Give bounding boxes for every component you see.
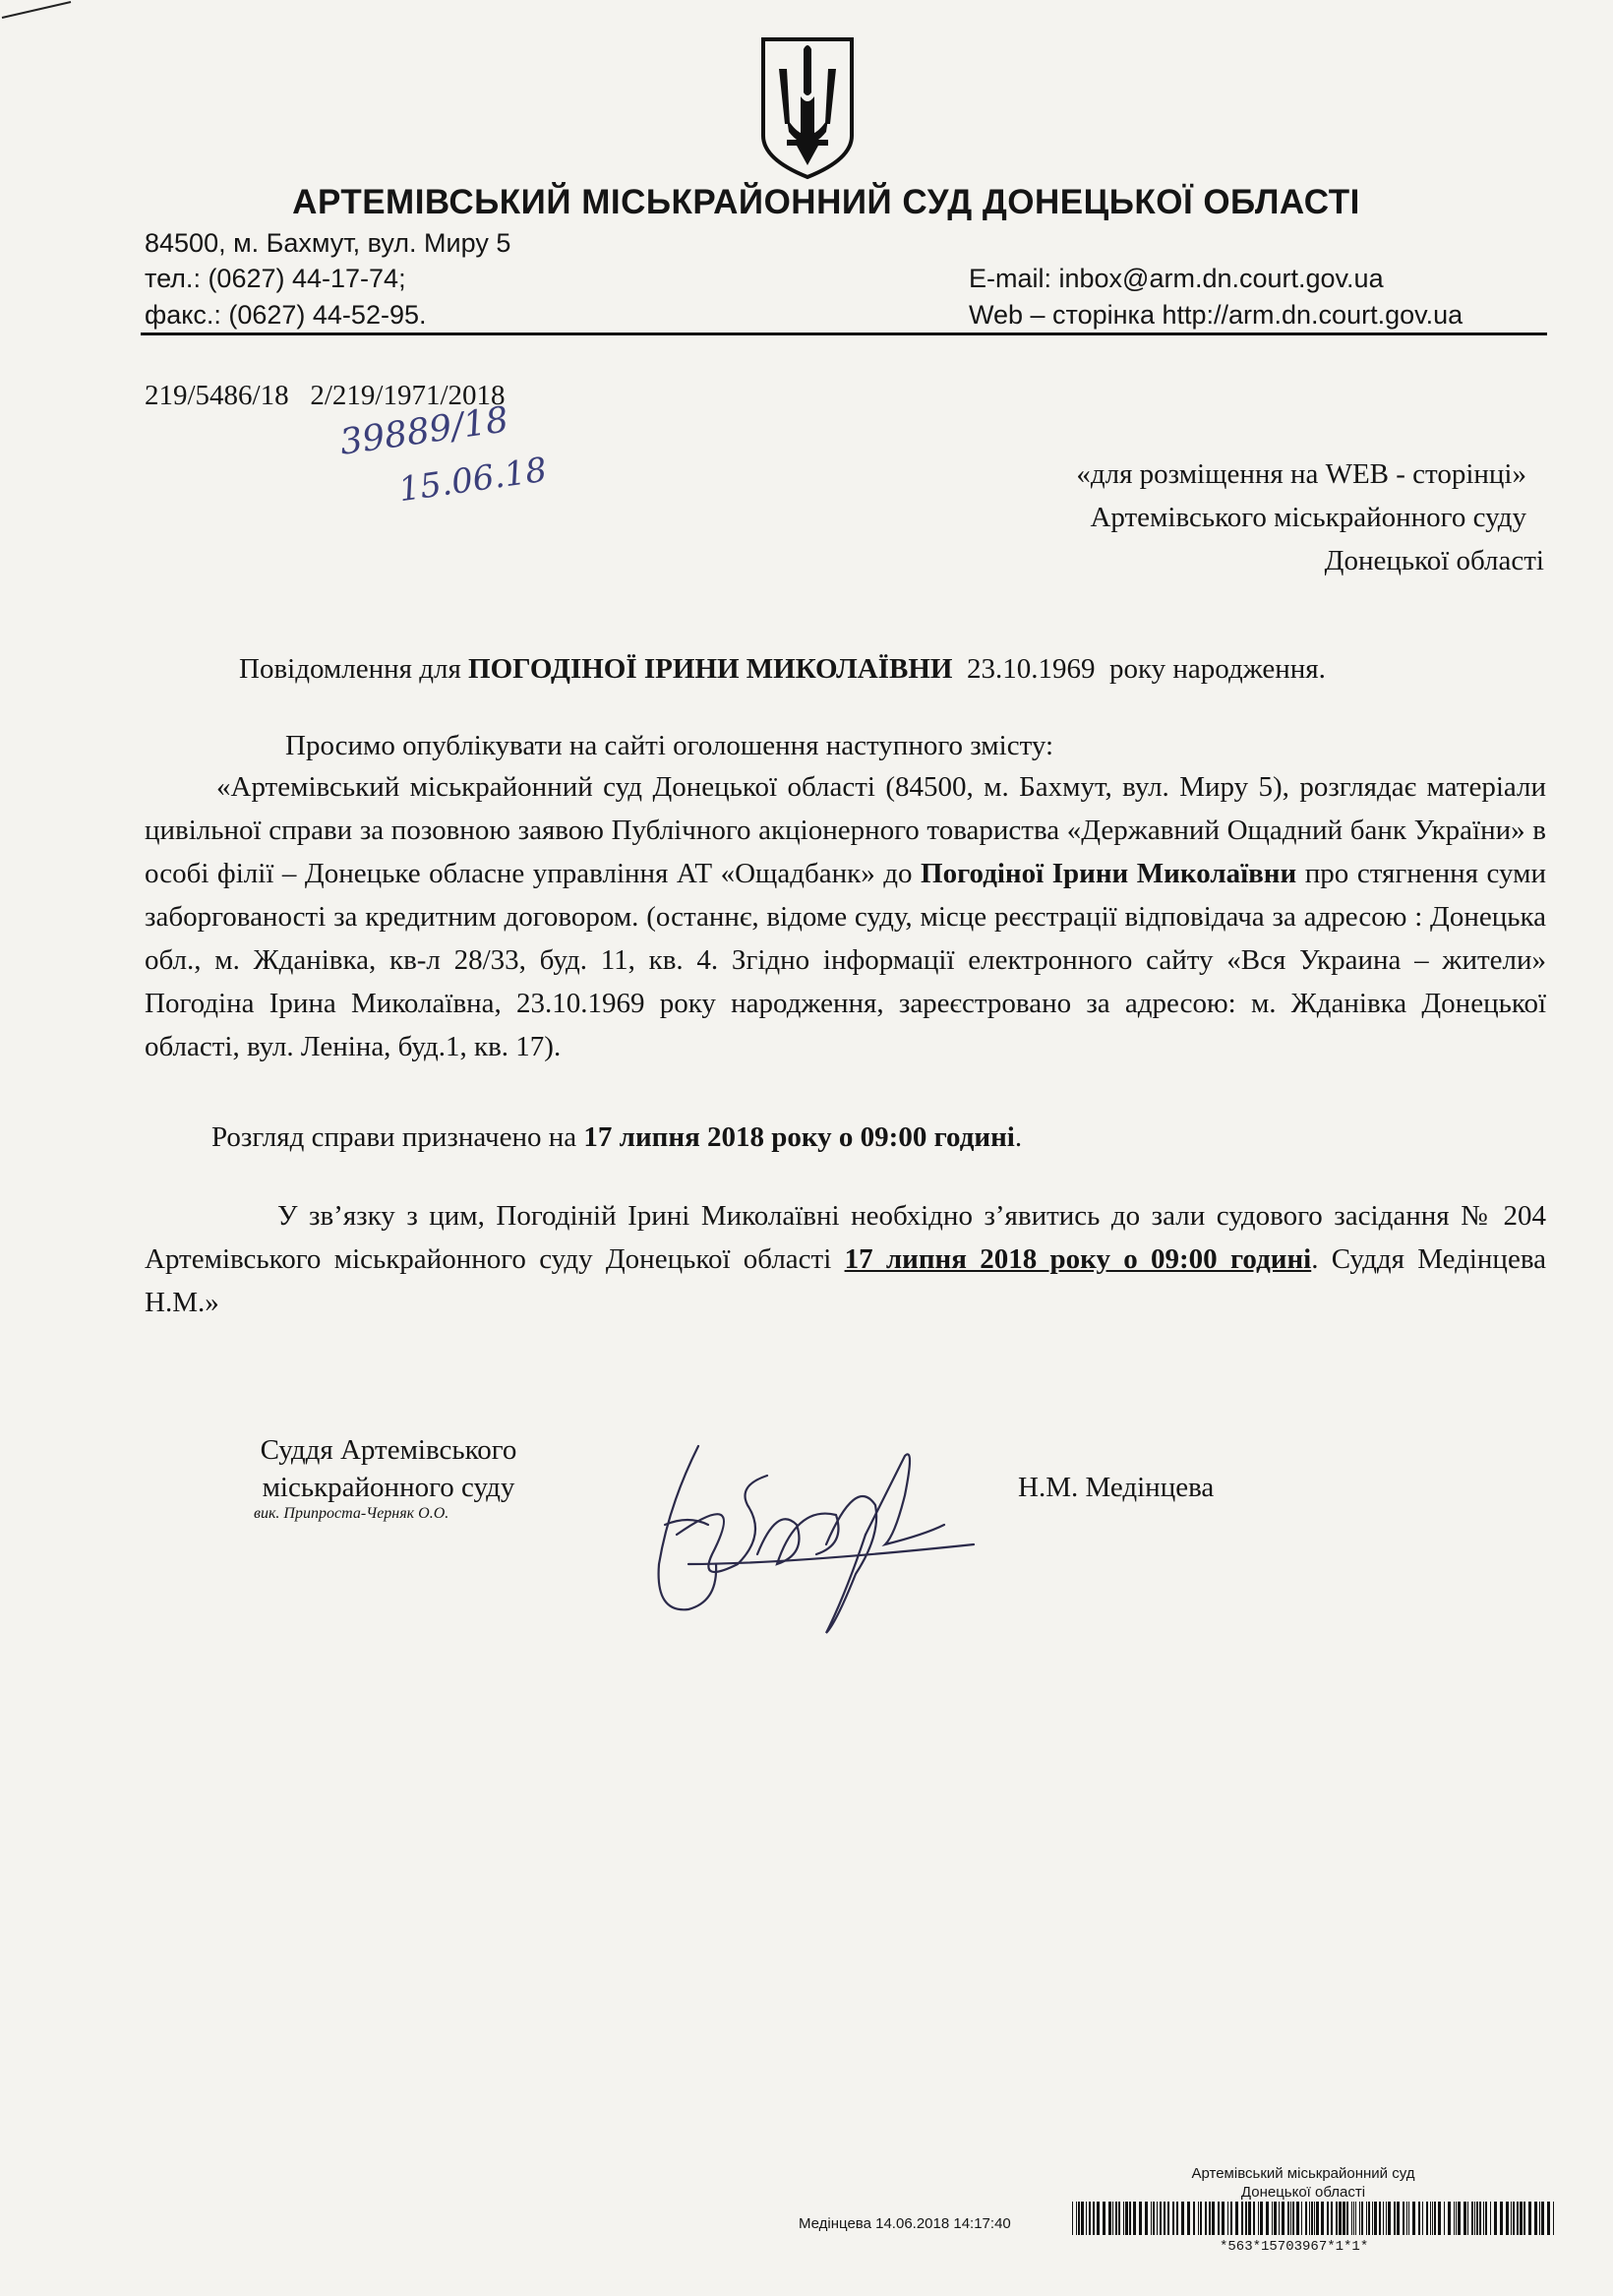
- barcode-bar: [1383, 2202, 1384, 2235]
- handwritten-date: 15.06.18: [395, 450, 550, 511]
- notice-prefix: Повідомлення для: [239, 653, 469, 685]
- barcode-bar: [1272, 2202, 1273, 2235]
- barcode-bar: [1118, 2202, 1120, 2235]
- barcode-bar: [1260, 2202, 1263, 2235]
- barcode-bar: [1464, 2202, 1466, 2235]
- barcode-bar: [1339, 2202, 1342, 2235]
- court-website: Web – сторінка http://arm.dn.court.gov.ua: [969, 300, 1464, 330]
- barcode-bar: [1467, 2202, 1468, 2235]
- hearing-date-paragraph: [211, 1116, 1022, 1159]
- judge-title: [197, 1428, 580, 1509]
- barcode-bar: [1321, 2202, 1324, 2235]
- summons-hearing-date: 17 липня 2018 року о 09:00 годині: [844, 1243, 1312, 1275]
- barcode-bar: [1301, 2202, 1302, 2235]
- barcode-bar: [1432, 2202, 1433, 2235]
- barcode-bar: [1311, 2202, 1313, 2235]
- barcode-bar: [1097, 2202, 1100, 2235]
- barcode-bar: [1353, 2202, 1354, 2235]
- barcode-bar: [1274, 2202, 1277, 2235]
- barcode-bar: [1426, 2202, 1428, 2235]
- handwritten-signature: [629, 1417, 984, 1653]
- addressee-line-3: Донецької області: [1324, 545, 1544, 576]
- barcode-bar: [1448, 2202, 1451, 2235]
- barcode-bar: [1198, 2202, 1199, 2235]
- summons-paragraph: [145, 1194, 1546, 1324]
- registry-court-line-1: Артемівський міськрайонний суд: [1191, 2165, 1415, 2182]
- handwritten-registration-number: 39889/18: [336, 399, 511, 463]
- barcode-bar: [1145, 2202, 1148, 2235]
- addressee-line-1: «для розміщення на WEB - сторінці»: [1076, 458, 1526, 490]
- claim-paragraph: [145, 765, 1546, 1068]
- barcode-bar: [1374, 2202, 1377, 2235]
- barcode-bar: [1327, 2202, 1329, 2235]
- barcode-bar: [1200, 2202, 1202, 2235]
- barcode-bar: [1305, 2202, 1307, 2235]
- barcode-bar: [1222, 2202, 1225, 2235]
- barcode-bar: [1406, 2202, 1407, 2235]
- notice-heading: [239, 647, 1326, 691]
- barcode-bar: [1282, 2202, 1284, 2235]
- barcode-bar: [1430, 2202, 1431, 2235]
- barcode-bar: [1076, 2202, 1077, 2235]
- notice-birthdate: 23.10.1969 року народження.: [952, 653, 1326, 685]
- barcode-bar: [1547, 2202, 1550, 2235]
- registry-court-label: [1131, 2164, 1475, 2202]
- barcode-bar: [1287, 2202, 1289, 2235]
- barcode-bar: [1181, 2202, 1184, 2235]
- barcode-bar: [1355, 2202, 1356, 2235]
- judge-title-line-1: Суддя Артемівського: [260, 1434, 517, 1466]
- barcode-bar: [1483, 2202, 1484, 2235]
- barcode-bar: [1230, 2202, 1232, 2235]
- barcode-bar: [1506, 2202, 1509, 2235]
- barcode-bar: [1133, 2202, 1136, 2235]
- header-divider: [141, 332, 1547, 335]
- barcode-bar: [1248, 2202, 1251, 2235]
- barcode-bar: [1336, 2202, 1338, 2235]
- barcode-bar: [1494, 2202, 1497, 2235]
- barcode-bar: [1157, 2202, 1158, 2235]
- barcode-bar: [1212, 2202, 1215, 2235]
- barcode-bar: [1500, 2202, 1503, 2235]
- notice-person-name: ПОГОДІНОЇ ІРИНИ МИКОЛАЇВНИ: [468, 653, 953, 685]
- barcode-bar: [1253, 2202, 1255, 2235]
- registry-stamp: Медінцева 14.06.2018 14:17:40: [799, 2215, 1011, 2232]
- barcode-bar: [1296, 2202, 1299, 2235]
- barcode-bar: [1412, 2202, 1415, 2235]
- barcode-bar: [1314, 2202, 1315, 2235]
- barcode-bar: [1388, 2202, 1391, 2235]
- barcode-bar: [1408, 2202, 1409, 2235]
- barcode-bar: [1394, 2202, 1396, 2235]
- barcode-bar: [1108, 2202, 1111, 2235]
- barcode-bar: [1471, 2202, 1473, 2235]
- barcode-bar: [1078, 2202, 1080, 2235]
- hearing-date: 17 липня 2018 року о 09:00 годині: [583, 1121, 1015, 1153]
- barcode-bar: [1485, 2202, 1487, 2235]
- barcode-bar: [1153, 2202, 1155, 2235]
- barcode-bar: [1476, 2202, 1478, 2235]
- claim-text-end: про стягнення суми заборгованості за кредитним договором. (останнє, відоме суду, місце реєстрації відповідача за адресою : Донецька обл., м. Жданівка, кв-л 28/33, буд. 11, кв. 4. Згідно інформації електронного сайту «Вся Украина – жители» Погодіна Ірина Миколаївна, 23.10.1969 року народження, зареєстровано за адресою: м. Жданівка Донецької області, вул. Леніна, буд.1, кв. 17).: [145, 858, 1546, 1062]
- executor-note: вик. Припроста-Черняк О.О.: [254, 1505, 449, 1522]
- barcode-bar: [1241, 2202, 1243, 2235]
- barcode-bar: [1386, 2202, 1387, 2235]
- barcode-bar: [1160, 2202, 1162, 2235]
- barcode-bar: [1205, 2202, 1207, 2235]
- court-email: E-mail: inbox@arm.dn.court.gov.ua: [969, 264, 1384, 293]
- publication-request: Просимо опублікувати на сайті оголошення наступного змісту:: [285, 730, 1054, 761]
- scan-mark: [0, 0, 79, 20]
- barcode-bar: [1331, 2202, 1333, 2235]
- hearing-text-start: Розгляд справи призначено на: [211, 1121, 584, 1153]
- barcode-bar: [1187, 2202, 1190, 2235]
- barcode-bar: [1379, 2202, 1381, 2235]
- barcode-bar: [1541, 2202, 1544, 2235]
- barcode-bar: [1072, 2202, 1073, 2235]
- addressee-block: [846, 453, 1544, 582]
- barcode-bar: [1266, 2202, 1269, 2235]
- barcode-text: *563*15703967*1*1*: [1220, 2239, 1369, 2255]
- barcode-bar: [1115, 2202, 1117, 2235]
- barcode-bar: [1218, 2202, 1220, 2235]
- barcode-bar: [1511, 2202, 1512, 2235]
- barcode-bar: [1167, 2202, 1169, 2235]
- barcode-bar: [1245, 2202, 1247, 2235]
- barcode-bar: [1081, 2202, 1084, 2235]
- barcode-bar: [1418, 2202, 1420, 2235]
- case-numbers: 219/5486/18 2/219/1971/2018: [145, 380, 506, 411]
- barcode-bar: [1125, 2202, 1128, 2235]
- signer-name: Н.М. Медінцева: [1018, 1472, 1215, 1503]
- barcode-bar: [1089, 2202, 1091, 2235]
- court-phone: тел.: (0627) 44-17-74;: [145, 264, 406, 293]
- barcode-bars: [1072, 2202, 1556, 2235]
- barcode-bar: [1403, 2202, 1404, 2235]
- barcode-bar: [1172, 2202, 1174, 2235]
- barcode-bar: [1490, 2202, 1491, 2235]
- barcode-bar: [1517, 2202, 1519, 2235]
- tryzub-emblem-icon: [757, 33, 858, 181]
- barcode-bar: [1553, 2202, 1554, 2235]
- barcode-bar: [1454, 2202, 1455, 2235]
- barcode-bar: [1129, 2202, 1131, 2235]
- barcode-bar: [1520, 2202, 1523, 2235]
- summons-text-start: У зв’язку з цим, Погодіній Ірині Миколаївні необхідно з’явитись до зали судового засідання № 204 Артемівського міськрайонного суду Донецької області: [145, 1200, 1546, 1275]
- barcode-bar: [1513, 2202, 1515, 2235]
- barcode-bar: [1372, 2202, 1373, 2235]
- barcode-bar: [1523, 2202, 1525, 2235]
- barcode-bar: [1235, 2202, 1238, 2235]
- barcode-bar: [1164, 2202, 1165, 2235]
- barcode-bar: [1086, 2202, 1087, 2235]
- barcode-bar: [1422, 2202, 1423, 2235]
- judge-title-line-2: міськрайонного суду: [262, 1472, 515, 1503]
- barcode-bar: [1528, 2202, 1531, 2235]
- barcode-bar: [1456, 2202, 1457, 2235]
- barcode-bar: [1258, 2202, 1259, 2235]
- barcode-bar: [1397, 2202, 1400, 2235]
- barcode-bar: [1534, 2202, 1537, 2235]
- registry-barcode: [1072, 2202, 1556, 2237]
- defendant-name: Погодіної Ірини Миколаївни: [921, 858, 1297, 889]
- barcode-bar: [1361, 2202, 1363, 2235]
- barcode-bar: [1316, 2202, 1319, 2235]
- barcode-bar: [1434, 2202, 1436, 2235]
- barcode-bar: [1151, 2202, 1152, 2235]
- hearing-text-end: .: [1014, 1121, 1023, 1153]
- barcode-bar: [1368, 2202, 1370, 2235]
- court-fax: факс.: (0627) 44-52-95.: [145, 300, 427, 330]
- barcode-bar: [1290, 2202, 1291, 2235]
- summons-text-end: . Суддя Медінцева Н.М.»: [145, 1243, 1547, 1318]
- court-name: АРТЕМІВСЬКИЙ МІСЬКРАЙОННИЙ СУД ДОНЕЦЬКОЇ ОБЛАСТІ: [292, 183, 1360, 221]
- barcode-bar: [1438, 2202, 1441, 2235]
- barcode-bar: [1366, 2202, 1367, 2235]
- barcode-bar: [1139, 2202, 1142, 2235]
- registry-court-line-2: Донецької області: [1240, 2184, 1366, 2201]
- barcode-bar: [1444, 2202, 1445, 2235]
- barcode-bar: [1359, 2202, 1360, 2235]
- barcode-bar: [1479, 2202, 1481, 2235]
- barcode-bar: [1351, 2202, 1352, 2235]
- barcode-bar: [1539, 2202, 1540, 2235]
- barcode-bar: [1209, 2202, 1211, 2235]
- barcode-bar: [1193, 2202, 1195, 2235]
- court-address: 84500, м. Бахмут, вул. Миру 5: [145, 228, 511, 258]
- claim-text-start: «Артемівський міськрайонний суд Донецької області (84500, м. Бахмут, вул. Миру 5), розглядає матеріали цивільної справи за позовною заявою Публічного акціонерного товариства «Державний Ощадний банк України» в особі філії – Донецьке обласне управління АТ «Ощадбанк» до: [145, 771, 1546, 889]
- barcode-bar: [1123, 2202, 1124, 2235]
- addressee-line-2: Артемівського міськрайонного суду: [1090, 502, 1526, 533]
- barcode-bar: [1343, 2202, 1345, 2235]
- barcode-bar: [1227, 2202, 1228, 2235]
- barcode-bar: [1458, 2202, 1461, 2235]
- barcode-bar: [1474, 2202, 1475, 2235]
- barcode-bar: [1309, 2202, 1310, 2235]
- barcode-bar: [1103, 2202, 1105, 2235]
- barcode-bar: [1346, 2202, 1348, 2235]
- barcode-bar: [1093, 2202, 1095, 2235]
- barcode-bar: [1112, 2202, 1113, 2235]
- barcode-bar: [1292, 2202, 1294, 2235]
- barcode-bar: [1176, 2202, 1178, 2235]
- barcode-bar: [1279, 2202, 1280, 2235]
